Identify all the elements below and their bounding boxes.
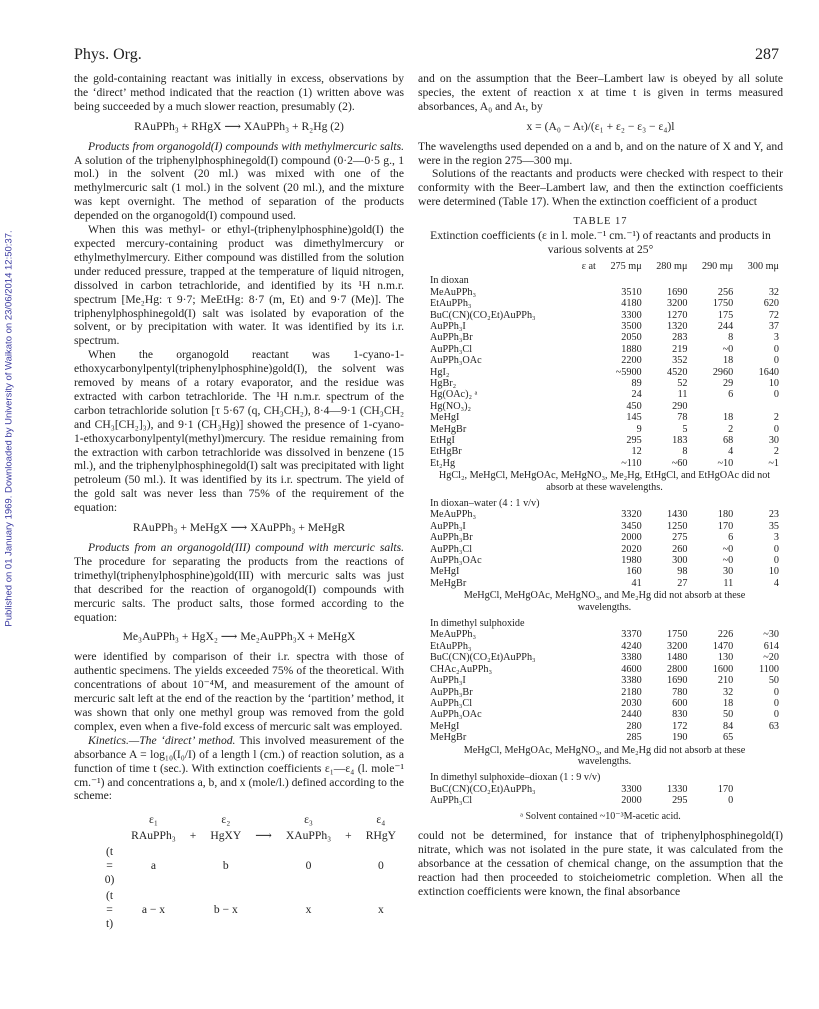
table-section-title: In dimethyl sulphoxide–dioxan (1 : 9 v/v): [430, 772, 601, 784]
table-cell-value: 2050: [621, 332, 642, 344]
table-row: [426, 378, 783, 389]
scheme-species: HgXY: [210, 829, 242, 843]
paragraph: Solutions of the reactants and products were checked with respect to their conformity with the Beer–Lambert law, and then the extinction coefficients were determined (Table 17). When the extinction coefficient of a product: [418, 167, 783, 209]
table-cell-compound: AuPPh₃OAc: [430, 709, 482, 721]
table-row: [426, 709, 783, 720]
table-cell-compound: MeHgBr: [430, 577, 467, 589]
table-row: [426, 355, 783, 366]
paragraph: When the organogold reactant was 1-cyano-1-ethoxycarbonylpentyl(triphenylphosphine)gold(I), the solvent was removed by means of a rotary evaporator, and the residue was extracted with carbon tetrachloride. The ¹H n.m.r. spectrum of the carbon tetrachloride solution [τ 5·67 (q, CH₃CH₂), 8·4—9·1 (CH₃CH₂ and CH₃[CH₂]₃), and 9·1 (CH₃Hg)] showed the presence of 1-cyano-1-ethoxycarbonylpentyl(methyl)mercury. The residue remaining from the extraction with carbon tetrachloride was dissolved in benzene (15 ml.), and the triphenylphosphinegold(I) salt was precipitated with light petroleum (50 ml.). It was identified by its i.r. spectrum. The yield of the gold salt was never less than 75% of the requirement of the equation:: [74, 348, 404, 515]
table-cell-compound: AuPPh₃OAc: [430, 555, 482, 567]
paragraph: [74, 734, 404, 804]
table-cell-value: 2030: [621, 697, 642, 709]
table-row: [426, 578, 783, 589]
equation-4: Me₃AuPPh₃ + HgX₂ ⟶ Me₂AuPPh₃X + MeHgX: [122, 630, 356, 644]
table-cell-value: 0: [728, 795, 734, 807]
table-cell-value: 9: [636, 423, 642, 435]
table-section-title: In dimethyl sulphoxide: [430, 618, 525, 630]
table-cell-compound: Hg(OAc)₂ ᵃ: [430, 389, 478, 401]
table-cell-value: 2: [773, 446, 779, 458]
table-cell-compound: HgBr₂: [430, 377, 457, 389]
table-cell-value: 600: [672, 697, 688, 709]
table-row: [426, 298, 783, 309]
scheme-species: ⟶: [255, 829, 272, 843]
table-cell-value: ~10: [717, 457, 734, 469]
table-cell-value: 1480: [667, 652, 688, 664]
table-cell-compound: AuPPh₃I: [430, 675, 466, 687]
table-header: 290 mμ: [701, 260, 734, 272]
table-note: MeHgCl, MeHgOAc, MeHgNO₃, and Me₂Hg did not absorb at these wavelengths.: [463, 744, 746, 767]
table-row: [426, 629, 783, 640]
paragraph-body: This involved measurement of the absorbance A = log₁₀(I₀/I) of a length l (cm.) of reaction solution, as a function of time t (sec.). With extinction coefficients ε₁—ε₄ (l. mole⁻¹ cm.⁻¹) and concentrations a, b, and x (mole/l.) defined according to the scheme:: [74, 733, 404, 803]
table-section-title: In dioxan: [430, 275, 469, 287]
table-cell-value: 4: [773, 577, 779, 589]
table-row: [426, 641, 783, 652]
table-cell-value: 219: [672, 343, 688, 355]
table-cell-value: 1690: [667, 286, 688, 298]
equation-3: RAuPPh₃ + MeHgX ⟶ XAuPPh₃ + MeHgR: [132, 521, 346, 535]
paragraph: were identified by comparison of their i.r. spectra with those of authentic specimens. The yields exceeded 75% of the theoretical. With concentrations of about 10⁻⁴M, and measurement of the amount of mercuric salt left at the end of the reaction by the ‘partition’ method, it was shown that only one methyl group was removed from the gold complex, even when a five-fold excess of mercuric salt was employed.: [74, 650, 404, 733]
table-cell-value: 4240: [621, 640, 642, 652]
table-cell-value: 0: [773, 389, 779, 401]
table-cell-value: 3300: [621, 309, 642, 321]
table-cell-value: 1640: [758, 366, 779, 378]
table-cell-value: 183: [672, 434, 688, 446]
right-column: [418, 72, 783, 899]
table-cell-compound: BuC(CN)(CO₂Et)AuPPh₃: [430, 652, 536, 664]
scheme-eps: ε₃: [304, 813, 313, 827]
table-cell-value: 1690: [667, 675, 688, 687]
table-cell-value: 37: [768, 320, 779, 332]
table-cell-value: 35: [768, 520, 779, 532]
table-cell-value: 170: [717, 783, 734, 795]
table-cell-compound: MeAuPPh₃: [430, 509, 477, 521]
table-cell-compound: AuPPh₃Cl: [430, 543, 473, 555]
paragraph: and on the assumption that the Beer–Lambert law is obeyed by all solute species, the extent of reaction x at time t is given in terms measured absorbances, A₀ and Aₜ, by: [418, 72, 783, 113]
table-row: [426, 795, 783, 806]
scheme-value: a − x: [141, 902, 166, 916]
table-cell-value: 30: [768, 434, 779, 446]
paragraph: the gold-containing reactant was initially in excess, observations by the ‘direct’ method indicated that the reaction (1) written above was being succeeded by a much slower reaction, presumably (2).: [74, 72, 404, 113]
table-cell-value: 256: [717, 286, 734, 298]
table-cell-value: 78: [677, 412, 688, 424]
table-cell-value: 18: [723, 412, 734, 424]
paragraph: The wavelengths used depended on a and b, and on the nature of X and Y, and were in the region 275—300 mμ.: [418, 139, 783, 167]
equation-extent: x = (A₀ − Aₜ)/(ε₁ + ε₂ − ε₃ − ε₄)l: [526, 119, 675, 133]
table-cell-value: 32: [723, 686, 734, 698]
table-cell-value: 18: [723, 697, 734, 709]
table-title: TABLE 17: [573, 216, 628, 228]
table-row: [426, 675, 783, 686]
table-cell-value: 1250: [667, 520, 688, 532]
table-header: 300 mμ: [747, 260, 779, 272]
table-cell-value: 52: [677, 377, 688, 389]
table-note-row: [426, 469, 783, 495]
table-row: [426, 367, 783, 378]
table-cell-value: 295: [672, 795, 688, 807]
table-cell-value: 1430: [667, 509, 688, 521]
table-cell-value: ~0: [722, 343, 734, 355]
table-cell-value: 3380: [621, 652, 642, 664]
table-cell-compound: AuPPh₃I: [430, 520, 466, 532]
table-section-row: [426, 272, 783, 286]
table-cell-compound: EtHgBr: [430, 446, 462, 458]
table-cell-value: 65: [723, 732, 734, 744]
scheme-species: RAuPPh₃: [131, 829, 176, 843]
table-cell-value: 3450: [621, 520, 642, 532]
table-cell-value: 3300: [621, 783, 642, 795]
table-cell-value: 0: [773, 423, 779, 435]
table-cell-value: 280: [626, 720, 642, 732]
table-header: 280 mμ: [656, 260, 688, 272]
table-cell-value: 89: [631, 377, 642, 389]
table-cell-value: 2000: [621, 532, 642, 544]
table-cell-value: 3: [773, 532, 779, 544]
paragraph-body: A solution of the triphenylphosphinegold(I) compound (0·2—0·5 g., 1 mol.) in the solvent (20 ml.) was mixed with one of the methylmercuric salt (1 mol.) in the solvent (20 ml.), and the mixture was kept overnight. The method of separation of the products depended on the organogold(I) compound used.: [74, 153, 404, 223]
table-cell-compound: AuPPh₃I: [430, 320, 466, 332]
table-section-row: [426, 769, 783, 783]
table-cell-value: 226: [717, 629, 734, 641]
table-cell-value: 1320: [667, 320, 688, 332]
table-note: HgCl₂, MeHgCl, MeHgOAc, MeHgNO₃, Me₂Hg, EtHgCl, and EtHgOAc did not absorb at these wavelengths.: [438, 470, 771, 493]
scheme-value: b: [222, 859, 229, 873]
table-cell-value: [737, 732, 783, 743]
table-cell-value: 1980: [621, 555, 642, 567]
table-row: [426, 458, 783, 469]
table-cell-compound: AuPPh₃Br: [430, 332, 473, 344]
table-row: [426, 389, 783, 400]
table-cell-compound: MeHgI: [430, 412, 460, 424]
table-section-row: [426, 615, 783, 629]
table-row: [426, 446, 783, 457]
table-cell-value: 3200: [667, 298, 688, 310]
table-row: [426, 544, 783, 555]
table-cell-value: 3370: [621, 629, 642, 641]
table-cell-value: 1750: [667, 629, 688, 641]
table-cell-value: 27: [677, 577, 688, 589]
table-cell-value: 145: [626, 412, 642, 424]
table-row: [426, 532, 783, 543]
scheme-value: a: [150, 859, 157, 873]
journal-header: Phys. Org.: [74, 46, 142, 63]
scheme-species: +: [345, 829, 352, 843]
subsection-title: Products from organogold(I) compounds with methylmercuric salts.: [88, 139, 404, 153]
scheme-value: 0: [305, 859, 312, 873]
scheme-eps: ε₄: [376, 813, 386, 827]
scheme-eps: ε₁: [149, 813, 158, 827]
table-note-row: [426, 744, 783, 770]
table-cell-compound: Hg(NO₃)₂: [430, 400, 472, 412]
table-cell-value: 12: [631, 446, 642, 458]
table-cell-value: 620: [763, 298, 779, 310]
table-cell-value: 0: [773, 543, 779, 555]
table-cell-value: 23: [768, 509, 779, 521]
table-cell-value: 190: [672, 732, 688, 744]
table-cell-value: 2960: [712, 366, 734, 378]
table-cell-value: 0: [773, 555, 779, 567]
scheme-value: 0: [377, 859, 384, 873]
subsection-title: Kinetics.—The ‘direct’ method.: [88, 733, 236, 747]
table-cell-value: 2000: [621, 795, 642, 807]
table-cell-value: 3200: [667, 640, 688, 652]
table-cell-value: ~0: [722, 555, 734, 567]
table-cell-compound: AuPPh₃Br: [430, 532, 473, 544]
table-row: [426, 509, 783, 520]
download-watermark: [2, 180, 16, 680]
scheme-species: XAuPPh₃: [285, 829, 332, 843]
table-cell-value: 180: [717, 509, 734, 521]
table-caption: Extinction coefficients (ε in l. mole.⁻¹ cm.⁻¹) of reactants and products in various solvents at 25°: [430, 229, 771, 256]
table-row: [426, 721, 783, 732]
table-cell-compound: EtHgI: [430, 434, 455, 446]
table-cell-value: 295: [626, 434, 642, 446]
table-row: [426, 401, 783, 412]
table-cell-value: 2: [728, 423, 734, 435]
table-cell-value: 160: [626, 566, 642, 578]
table-cell-compound: Et₂Hg: [430, 457, 456, 469]
scheme-species: RHgY: [365, 829, 396, 843]
table-cell-value: 175: [717, 309, 734, 321]
table-row: [426, 424, 783, 435]
table-cell-value: [737, 401, 783, 412]
table-cell-value: 5: [682, 423, 688, 435]
table-row: [426, 310, 783, 321]
table-cell-value: ~5900: [615, 366, 642, 378]
paragraph: could not be determined, for instance that of triphenylphosphinegold(I) nitrate, which was not isolated in the pure state, it was calculated from the absorbance at the cessation of chemical change, on the assumption that the reaction had then proceeded to stoicheiometric completion. When all the extinction coefficients were known, the final absorbance: [418, 829, 783, 899]
table-cell-value: 1270: [667, 309, 688, 321]
table-cell-value: 1880: [621, 343, 642, 355]
table-cell-value: 50: [723, 709, 734, 721]
table-cell-value: 4: [728, 446, 734, 458]
table-cell-value: 18: [723, 355, 734, 367]
table-cell-value: 24: [631, 389, 642, 401]
table-cell-value: 4180: [621, 298, 642, 310]
scheme-time: (t = t): [106, 888, 114, 930]
scheme-species: +: [189, 829, 197, 843]
table-row: [426, 784, 783, 795]
table-cell-value: 6: [728, 532, 734, 544]
table-cell-value: [691, 401, 737, 412]
table-footnote: ᵃ Solvent contained ~10⁻³M-acetic acid.: [520, 810, 681, 822]
table-cell-value: 172: [672, 720, 688, 732]
table-cell-value: 3510: [621, 286, 642, 298]
subsection-title: Products from an organogold(III) compound with mercuric salts.: [88, 541, 404, 554]
table-cell-value: 1470: [712, 640, 734, 652]
table-cell-compound: MeHgBr: [430, 423, 467, 435]
table-cell-compound: EtAuPPh₃: [430, 640, 472, 652]
table-row: [426, 687, 783, 698]
table-cell-value: 2: [773, 412, 779, 424]
left-column: [74, 72, 404, 933]
table-cell-value: 130: [717, 652, 734, 664]
table-cell-value: 0: [773, 697, 779, 709]
table-cell-compound: BuC(CN)(CO₂Et)AuPPh₃: [430, 309, 536, 321]
table-cell-compound: AuPPh₃Cl: [430, 795, 473, 807]
table-cell-value: 3320: [621, 509, 642, 521]
table-cell-value: 290: [672, 400, 688, 412]
table-cell-value: 2020: [621, 543, 642, 555]
table-cell-value: 3500: [621, 320, 642, 332]
scheme-value: x: [305, 902, 312, 916]
table-cell-compound: BuC(CN)(CO₂Et)AuPPh₃: [430, 783, 536, 795]
table-cell-value: 1100: [759, 663, 779, 675]
table-cell-value: 2200: [621, 355, 642, 367]
table-cell-value: 0: [773, 355, 779, 367]
table-header-row: [426, 261, 783, 272]
table-cell-value: 98: [677, 566, 688, 578]
table-cell-compound: AuPPh₃Cl: [430, 697, 473, 709]
table-cell-value: 50: [768, 675, 779, 687]
scheme-eps: ε₂: [221, 813, 231, 827]
table-row: [426, 344, 783, 355]
table-cell-value: [737, 784, 783, 795]
table-cell-value: 29: [723, 377, 734, 389]
scheme-value: x: [377, 902, 384, 916]
table-cell-value: 170: [717, 520, 734, 532]
table-cell-value: 210: [717, 675, 734, 687]
table-cell-value: 450: [626, 400, 642, 412]
table-cell-value: 614: [763, 640, 779, 652]
table-cell-value: 283: [672, 332, 688, 344]
paragraph: [74, 541, 404, 624]
table-cell-value: ~0: [722, 543, 734, 555]
table-row: [426, 698, 783, 709]
table-cell-value: ~20: [763, 652, 779, 664]
table-cell-value: 352: [672, 355, 688, 367]
table-cell-compound: MeAuPPh₃: [430, 286, 477, 298]
table-cell-compound: MeHgBr: [430, 732, 467, 744]
table-row: [426, 332, 783, 343]
paragraph: [74, 140, 404, 223]
table-cell-value: 10: [768, 377, 779, 389]
table-cell-value: 2800: [667, 663, 688, 675]
table-cell-value: 8: [728, 332, 734, 344]
table-cell-value: 244: [717, 320, 734, 332]
table-cell-value: 4600: [621, 663, 642, 675]
table-cell-value: 8: [682, 446, 688, 458]
table-cell-value: 10: [768, 566, 779, 578]
watermark-text: Published on 01 January 1969. Downloaded by University of Waikato on 23/06/2014 12:50:37.: [3, 230, 15, 627]
table-row: [426, 652, 783, 663]
table-cell-value: ~60: [671, 457, 688, 469]
table-header: ε at: [581, 260, 596, 272]
table-cell-value: 0: [773, 343, 779, 355]
table-cell-value: 6: [728, 389, 734, 401]
table-cell-value: 1600: [712, 663, 734, 675]
table-cell-value: 780: [672, 686, 688, 698]
table-cell-value: 300: [672, 555, 688, 567]
table-cell-value: 72: [768, 309, 779, 321]
table-row: [426, 521, 783, 532]
table-cell-value: 285: [626, 732, 642, 744]
table-cell-compound: HgI₂: [430, 366, 450, 378]
table-cell-value: [737, 795, 783, 806]
table-cell-value: 0: [773, 686, 779, 698]
table-cell-value: ~30: [763, 629, 779, 641]
table-row: [426, 555, 783, 566]
table-cell-value: ~1: [768, 457, 779, 469]
table-cell-value: 32: [768, 286, 779, 298]
table-cell-value: 63: [768, 720, 779, 732]
paragraph-body: The procedure for separating the products from the reactions of trimethyl(triphenylphosphine)gold(III) with mercuric salts was just that described for the reaction of organogold(I) compounds with mercuric salts. The product salts, those formed according to the equation:: [74, 554, 404, 624]
scheme-value: b − x: [213, 902, 238, 916]
table-cell-value: 68: [723, 434, 734, 446]
table-note-row: [426, 589, 783, 615]
table-row: [426, 566, 783, 577]
table-cell-value: 41: [631, 577, 642, 589]
table-cell-compound: MeAuPPh₃: [430, 629, 477, 641]
equation-2: RAuPPh₃ + RHgX ⟶ XAuPPh₃ + R₂Hg (2): [134, 119, 344, 133]
table-cell-value: 1750: [712, 298, 734, 310]
scheme-time: (t = 0): [104, 845, 115, 886]
table-cell-compound: CHAc₂AuPPh₃: [430, 663, 493, 675]
table-row: [426, 321, 783, 332]
table-cell-compound: AuPPh₃Br: [430, 686, 473, 698]
table-cell-value: 84: [723, 720, 734, 732]
table-cell-value: 1330: [667, 783, 688, 795]
table-cell-value: 830: [672, 709, 688, 721]
table-header: 275 mμ: [610, 260, 642, 272]
table-section-title: In dioxan–water (4 : 1 v/v): [430, 498, 540, 509]
table-cell-value: 4520: [667, 366, 688, 378]
table-cell-value: 3: [773, 332, 779, 344]
table-note: MeHgCl, MeHgOAc, MeHgNO₃, and Me₂Hg did not absorb at these wavelengths.: [463, 590, 746, 613]
reaction-scheme: [94, 811, 404, 932]
page-number: 287: [755, 46, 779, 63]
table-cell-value: 11: [723, 577, 734, 589]
table-row: [426, 732, 783, 743]
table-cell-value: 275: [672, 532, 688, 544]
table-cell-value: 11: [677, 389, 688, 401]
paragraph: When this was methyl- or ethyl-(triphenylphosphine)gold(I) the expected mercury-containing product was dimethylmercury or ethylmethylmercury. Either compound was distilled from the solution under reduced pressure, trapped at the temperature of liquid nitrogen, dissolved in carbon tetrachloride, and identified by its ¹H n.m.r. spectrum [Me₂Hg: τ 9·7; MeEtHg: 8·7 (m, Et) and 9·7 (Me)]. The triphenylphosphinegold(I) salt was isolated by evaporation of the solvent, or by precipitation with water. It was identified by its i.r. spectrum.: [74, 223, 404, 348]
table-section-row: [426, 495, 783, 509]
table-cell-value: ~110: [621, 457, 642, 469]
table-cell-compound: MeHgI: [430, 720, 460, 732]
table-cell-compound: MeHgI: [430, 566, 460, 578]
table-row: [426, 664, 783, 675]
table-row: [426, 435, 783, 446]
table-cell-compound: AuPPh₃Cl: [430, 343, 473, 355]
table-cell-value: 260: [672, 543, 688, 555]
table-row: [426, 287, 783, 298]
table-cell-value: 30: [723, 566, 734, 578]
table-row: [426, 412, 783, 423]
table-cell-value: 0: [773, 709, 779, 721]
extinction-table: [426, 261, 783, 807]
table-cell-value: 2180: [621, 686, 642, 698]
table-cell-compound: AuPPh₃OAc: [430, 355, 482, 367]
table-cell-compound: EtAuPPh₃: [430, 298, 472, 310]
table-cell-value: 3380: [621, 675, 642, 687]
table-cell-value: 2440: [621, 709, 642, 721]
